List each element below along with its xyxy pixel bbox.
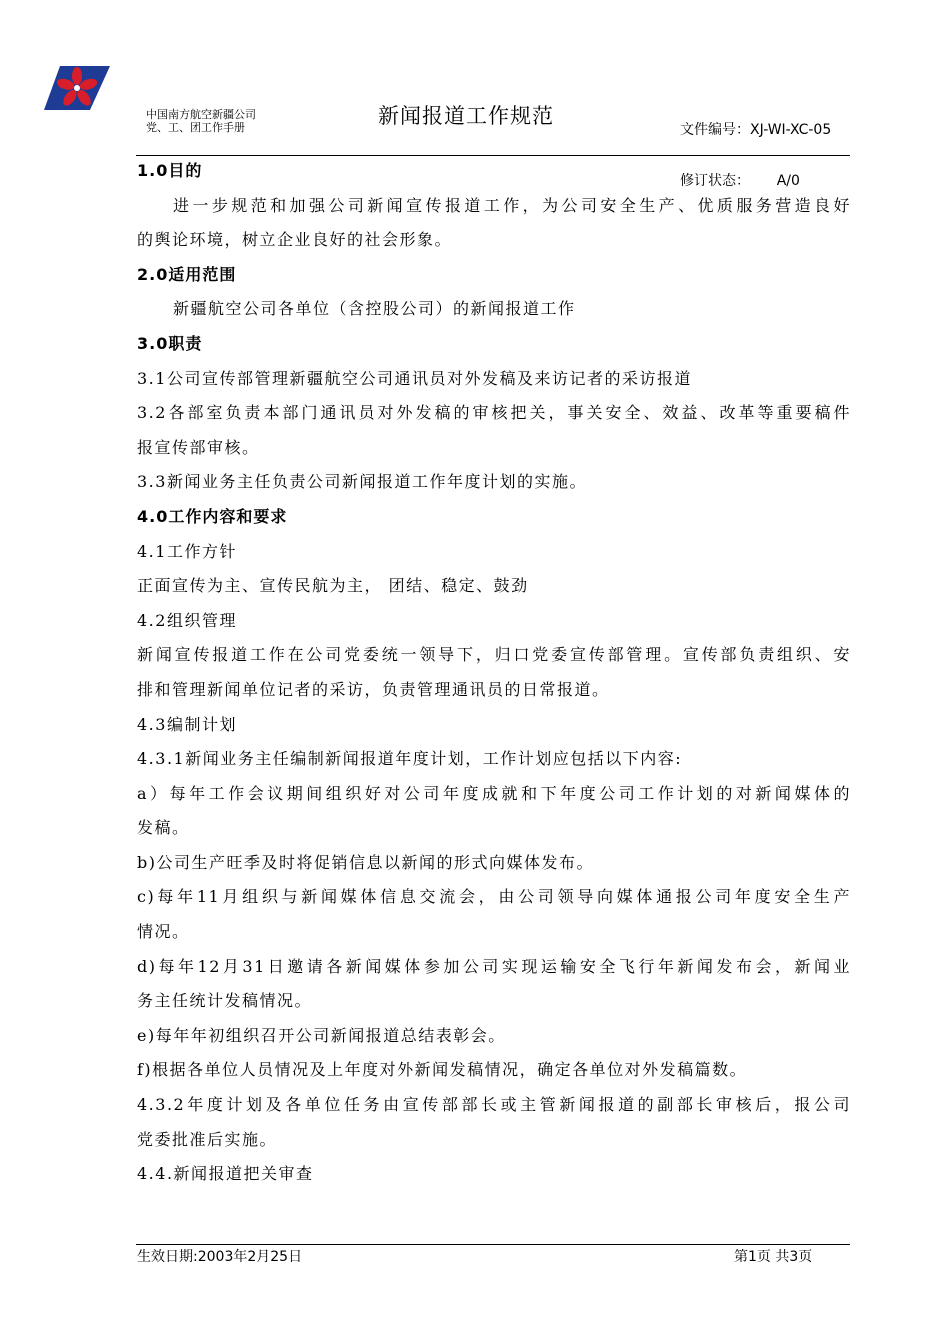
paragraph-line: 正面宣传为主、宣传民航为主， 团结、稳定、鼓劲	[137, 576, 529, 596]
paragraph-line: 情况。	[137, 922, 190, 942]
subsection-heading: 4.3编制计划	[137, 714, 237, 734]
company-name	[146, 108, 256, 134]
paragraph-line: 党委批准后实施。	[137, 1129, 278, 1149]
subsection-heading: 4.2组织管理	[137, 610, 237, 630]
subsection-heading: 4.4.新闻报道把关审查	[137, 1164, 314, 1184]
company-line-2: 党、工、团工作手册	[146, 121, 245, 134]
paragraph-line: 新闻宣传报道工作在公司党委统一领导下，归口党委宣传部管理。宣传部负责组织、安	[137, 645, 851, 665]
section-heading: 2.0适用范围	[137, 264, 237, 284]
paragraph-line: f)根据各单位人员情况及上年度对外新闻发稿情况，确定各单位对外发稿篇数。	[137, 1060, 748, 1080]
paragraph-line: 3.3新闻业务主任负责公司新闻报道工作年度计划的实施。	[137, 472, 587, 492]
paragraph-line: 4.3.1新闻业务主任编制新闻报道年度计划，工作计划应包括以下内容:	[137, 749, 683, 769]
paragraph-line: 进一步规范和加强公司新闻宣传报道工作，为公司安全生产、优质服务营造良好	[173, 195, 851, 215]
company-logo	[42, 64, 112, 112]
paragraph-line: 3.2各部室负责本部门通讯员对外发稿的审核把关，事关安全、效益、改革等重要稿件	[137, 403, 851, 423]
paragraph-line: c)每年11月组织与新闻媒体信息交流会，由公司领导向媒体通报公司年度安全生产	[137, 887, 851, 907]
section-heading: 3.0职责	[137, 333, 203, 353]
paragraph-line: 发稿。	[137, 818, 190, 838]
paragraph-line: 4.3.2年度计划及各单位任务由宣传部部长或主管新闻报道的副部长审核后，报公司	[137, 1095, 851, 1115]
paragraph-line: 务主任统计发稿情况。	[137, 991, 313, 1011]
paragraph-line: 新疆航空公司各单位（含控股公司）的新闻报道工作	[173, 299, 576, 319]
effective-date: 生效日期:2003年2月25日	[137, 1249, 303, 1265]
document-title: 新闻报道工作规范	[378, 104, 554, 128]
paragraph-line: e)每年年初组织召开公司新闻报道总结表彰会。	[137, 1025, 506, 1045]
paragraph-line: 3.1公司宣传部管理新疆航空公司通讯员对外发稿及来访记者的采访报道	[137, 368, 692, 388]
footer-rule	[136, 1244, 850, 1245]
paragraph-line: b)公司生产旺季及时将促销信息以新闻的形式向媒体发布。	[137, 852, 594, 872]
section-heading: 4.0工作内容和要求	[137, 506, 288, 526]
paragraph-line: 的舆论环境，树立企业良好的社会形象。	[137, 230, 453, 250]
paragraph-line: 报宣传部审核。	[137, 437, 260, 457]
paragraph-line: d)每年12月31日邀请各新闻媒体参加公司实现运输安全飞行年新闻发布会，新闻业	[137, 956, 851, 976]
section-heading: 1.0目的	[137, 161, 203, 180]
company-line-1: 中国南方航空新疆公司	[146, 108, 256, 121]
document-body	[137, 154, 851, 1192]
paragraph-line: 排和管理新闻单位记者的采访，负责管理通讯员的日常报道。	[137, 679, 610, 699]
file-number: 文件编号：XJ-WI-XC-05	[680, 122, 832, 138]
page-number: 第1页 共3页	[734, 1249, 813, 1265]
paragraph-line: a）每年工作会议期间组织好对公司年度成就和下年度公司工作计划的对新闻媒体的	[137, 783, 851, 803]
revision-status: 修订状态： A/0	[680, 173, 800, 189]
subsection-heading: 4.1工作方针	[137, 541, 237, 561]
